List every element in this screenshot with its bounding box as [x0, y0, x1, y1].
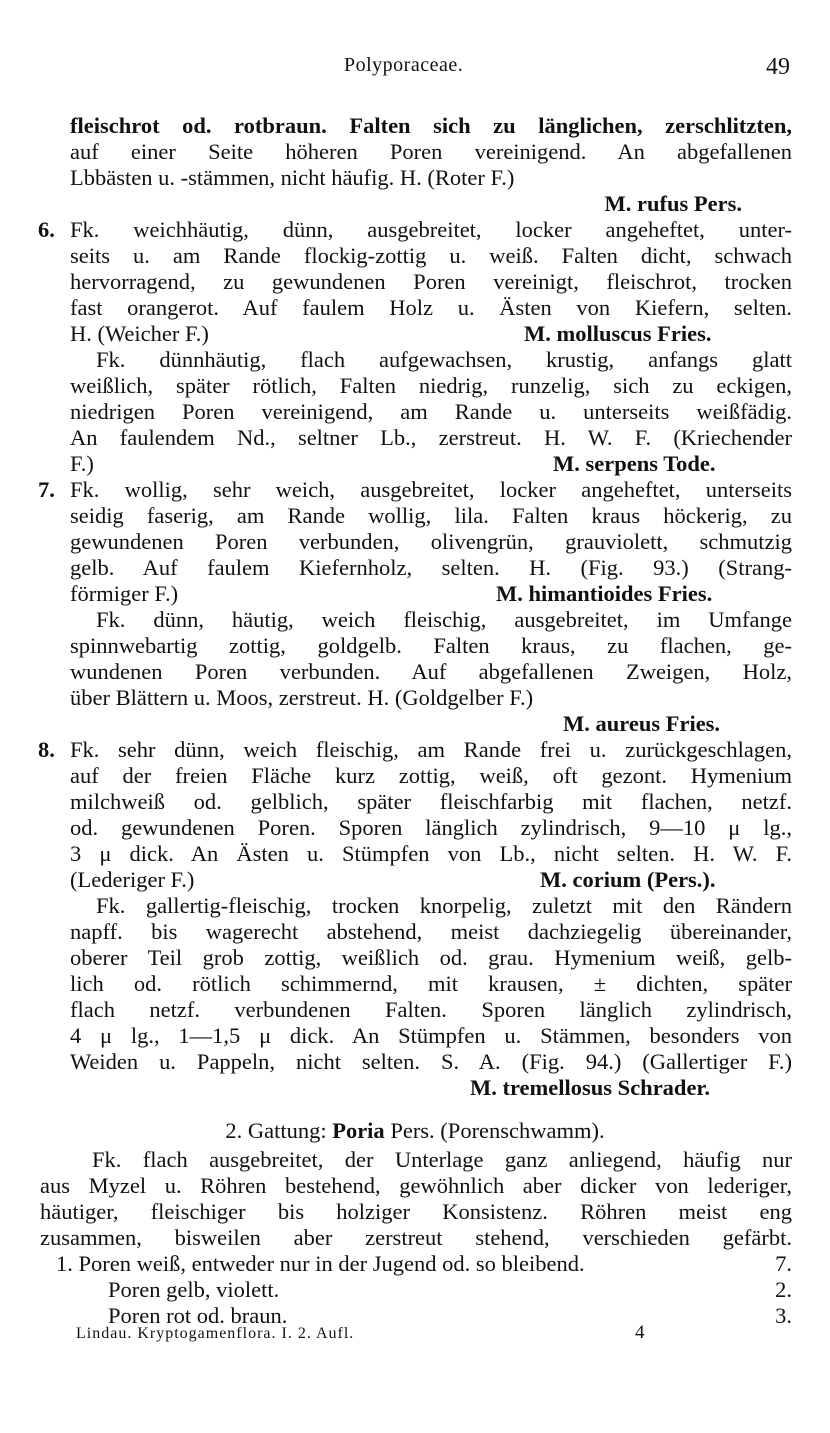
species-name: M. himantioides Fries. [496, 581, 713, 606]
text-line: förmiger F.) [70, 581, 179, 606]
page-number: 49 [766, 54, 790, 80]
text-line: auf einer Seite höheren Poren vereinigend. An abgefallenen [70, 139, 792, 164]
text-line: aus Myzel u. Röhren bestehend, gewöhnlich aber dicker von lederiger, [40, 1173, 792, 1198]
genus-name: Poria [332, 1118, 385, 1143]
species-name: M. serpens Tode. [553, 451, 716, 476]
text-line: gewundenen Poren verbunden, olivengrün, grauviolett, schmutzig [70, 529, 792, 554]
text-line: Fk. dünn, häutig, weich fleischig, ausgebreitet, im Umfange [96, 607, 792, 632]
text-line: oberer Teil grob zottig, weißlich od. grau. Hymenium weiß, gelb- [70, 945, 792, 970]
species-name: M. corium (Pers.). [540, 867, 716, 892]
text-line: Fk. sehr dünn, weich fleischig, am Rande frei u. zurückgeschlagen, [70, 737, 792, 762]
text-line: Fk. weichhäutig, dünn, ausgebreitet, locker angeheftet, unter- [70, 217, 792, 242]
key-number: 8. [38, 737, 55, 762]
text-line: weißlich, später rötlich, Falten niedrig, runzelig, sich zu eckigen, [70, 373, 792, 398]
text-line: Fk. wollig, sehr weich, ausgebreitet, locker angeheftet, unterseits [70, 477, 792, 502]
text-line: fleischrot od. rotbraun. Falten sich zu länglichen, zerschlitzten, [70, 113, 792, 138]
text-line: fast orangerot. Auf faulem Holz u. Ästen von Kiefern, selten. [70, 295, 792, 320]
key-line: 1. Poren weiß, entweder nur in der Jugend od. so bleibend. [56, 1251, 585, 1276]
text-line: napff. bis wagerecht abstehend, meist dachziegelig übereinander, [70, 919, 792, 944]
text-line: milchweiß od. gelblich, später fleischfarbig mit flachen, netzf. [70, 789, 792, 814]
text-line: niedrigen Poren vereinigend, am Rande u. unterseits weißfädig. [70, 399, 792, 424]
text-line: auf der freien Fläche kurz zottig, weiß, oft gezont. Hymenium [70, 763, 792, 788]
text-line: F.) [70, 451, 94, 476]
text-line: lich od. rötlich schimmernd, mit krausen, ± dichten, später [70, 971, 792, 996]
text-line: od. gewundenen Poren. Sporen länglich zylindrisch, 9—10 μ lg., [70, 815, 792, 840]
text-line: über Blättern u. Moos, zerstreut. H. (Goldgelber F.) [70, 685, 534, 710]
footer-signature: Lindau. Kryptogamenflora. I. 2. Aufl. [76, 1325, 355, 1342]
text-line: häutiger, fleischiger bis holziger Konsistenz. Röhren meist eng [40, 1199, 792, 1224]
text-line: wundenen Poren verbunden. Auf abgefallenen Zweigen, Holz, [70, 659, 792, 684]
key-number: 7. [38, 477, 55, 502]
species-name: M. rufus Pers. [604, 191, 742, 216]
genus-suffix: Pers. (Porenschwamm). [384, 1118, 605, 1143]
key-reference: 7. [775, 1251, 792, 1276]
text-line: seits u. am Rande flockig-zottig u. weiß. Falten dicht, schwach [70, 243, 792, 268]
key-line: Poren rot od. braun. [108, 1303, 288, 1328]
key-number: 6. [38, 217, 55, 242]
text-line: spinnwebartig zottig, goldgelb. Falten kraus, zu flachen, ge- [70, 633, 792, 658]
text-line: Fk. flach ausgebreitet, der Unterlage ganz anliegend, häufig nur [92, 1147, 792, 1172]
species-name: M. aureus Fries. [563, 711, 721, 736]
text-line: H. (Weicher F.) [70, 321, 209, 346]
footer-sheet-number: 4 [635, 1322, 646, 1343]
text-line: zusammen, bisweilen aber zerstreut stehend, verschieden gefärbt. [40, 1225, 792, 1250]
text-line: Lbbästen u. -stämmen, nicht häufig. H. (Roter F.) [70, 165, 515, 190]
species-name: M. molluscus Fries. [524, 321, 712, 346]
species-name: M. tremellosus Schrader. [470, 1075, 710, 1100]
key-line: Poren gelb, violett. [108, 1277, 280, 1302]
running-title: Polyporaceae. [344, 54, 464, 76]
text-line: Fk. gallertig-fleischig, trocken knorpelig, zuletzt mit den Rändern [96, 893, 792, 918]
text-line: Fk. dünnhäutig, flach aufgewachsen, krustig, anfangs glatt [96, 347, 792, 372]
text-line: Weiden u. Pappeln, nicht selten. S. A. (Fig. 94.) (Gallertiger F.) [70, 1049, 792, 1074]
text-line: seidig faserig, am Rande wollig, lila. Falten kraus höckerig, zu [70, 503, 792, 528]
text-line: hervorragend, zu gewundenen Poren vereinigt, fleischrot, trocken [70, 269, 792, 294]
text-line: 4 μ lg., 1—1,5 μ dick. An Stümpfen u. Stämmen, besonders von [70, 1023, 792, 1048]
genus-prefix: 2. Gattung: [225, 1118, 333, 1143]
text-line: (Lederiger F.) [70, 867, 195, 892]
text-line: flach netzf. verbundenen Falten. Sporen länglich zylindrisch, [70, 997, 792, 1022]
text-line: 3 μ dick. An Ästen u. Stümpfen von Lb., nicht selten. H. W. F. [70, 841, 792, 866]
text-line: gelb. Auf faulem Kiefernholz, selten. H. (Fig. 93.) (Strang- [70, 555, 792, 580]
key-reference: 2. [775, 1277, 792, 1302]
text-line: An faulendem Nd., seltner Lb., zerstreut. H. W. F. (Kriechender [70, 425, 792, 450]
key-reference: 3. [775, 1303, 792, 1328]
genus-heading [0, 1118, 830, 1144]
